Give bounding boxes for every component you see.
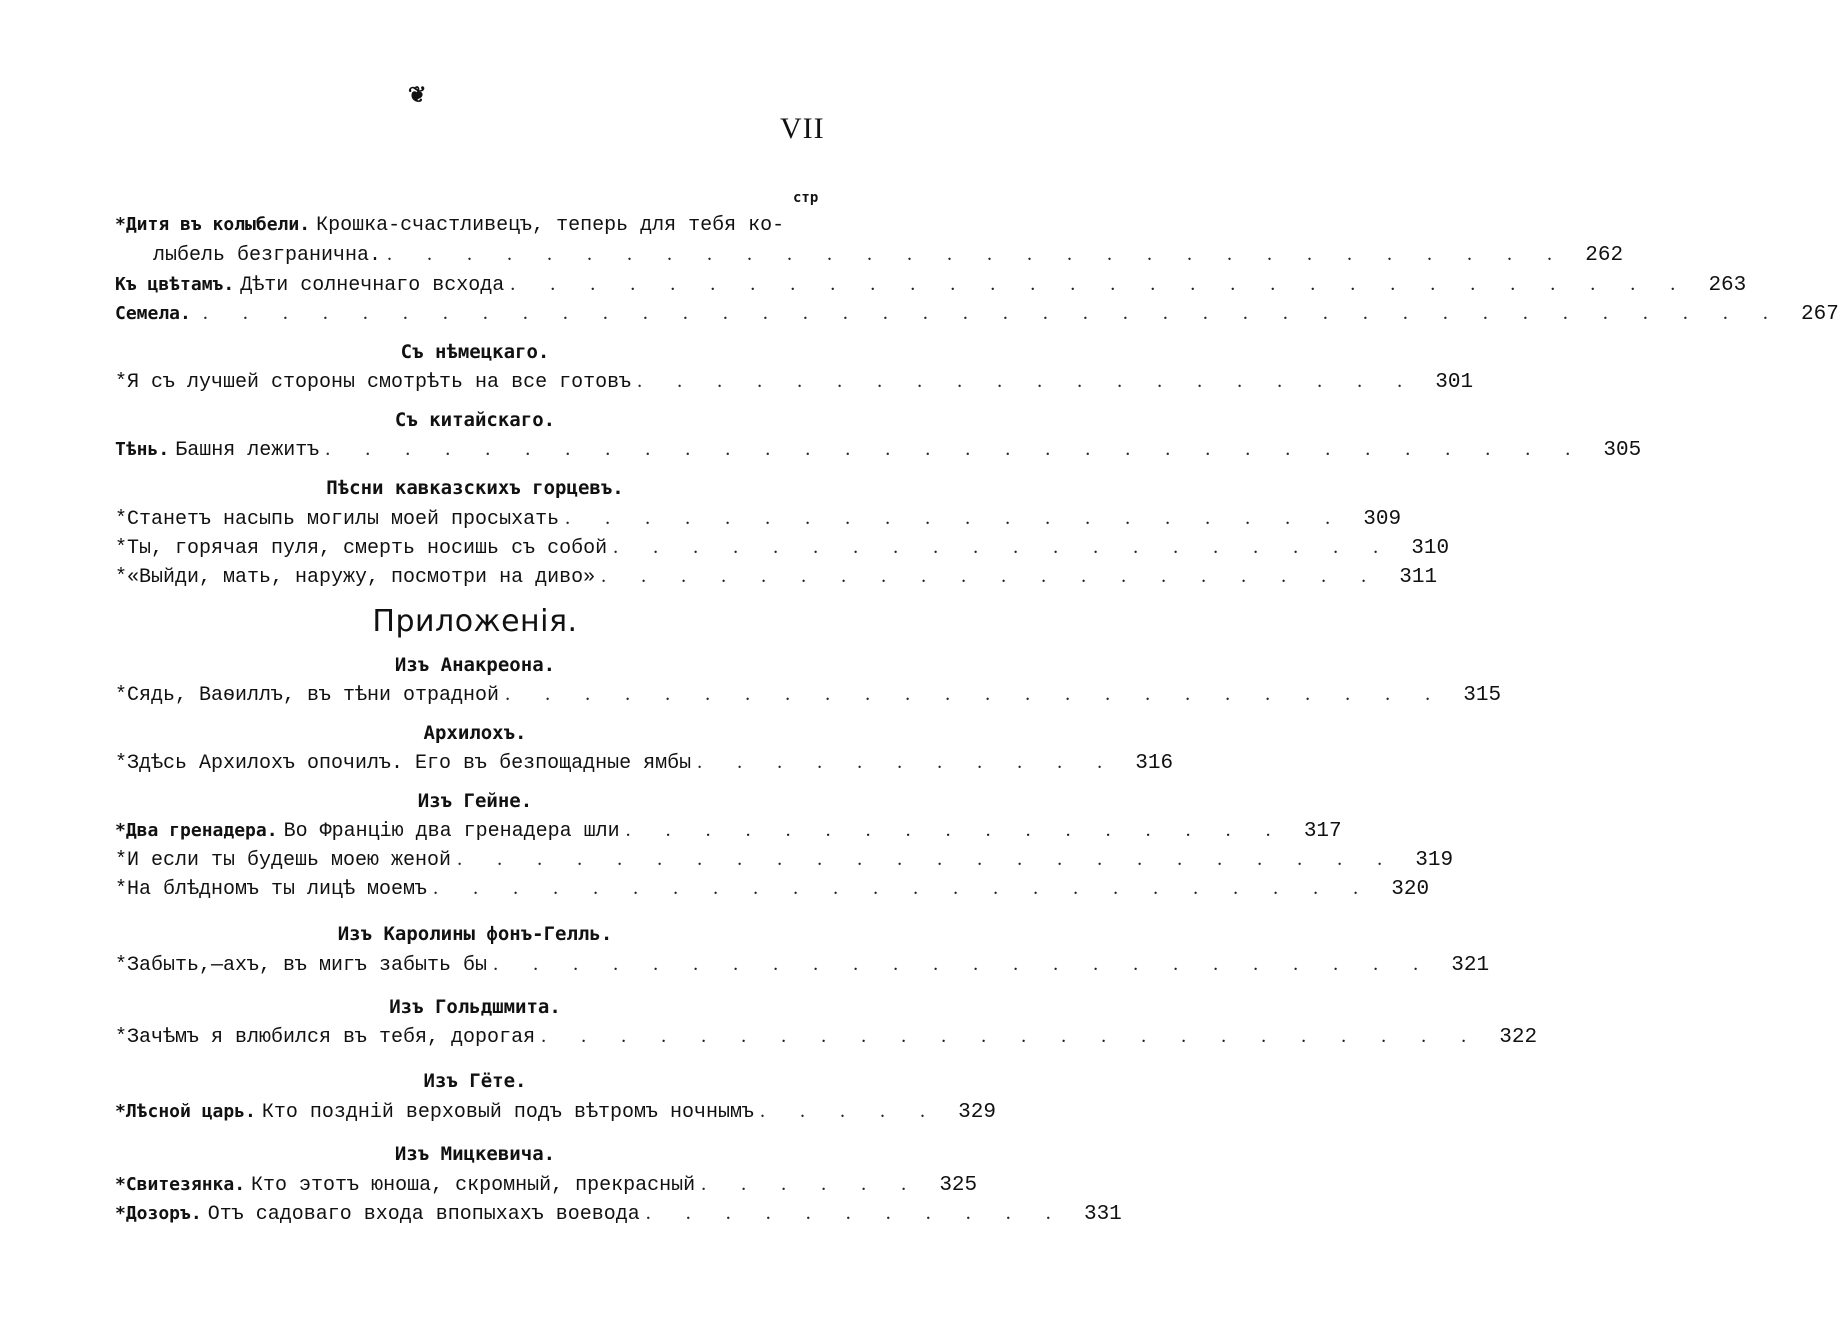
entry-text: Башня лежитъ bbox=[175, 439, 320, 462]
entry-page-number: 267 bbox=[1801, 303, 1839, 326]
entry-page-number: 329 bbox=[958, 1101, 996, 1124]
entry-page-number: 317 bbox=[1303, 820, 1342, 843]
entry-text: *Ты, горячая пуля, смерть носишь съ собой bbox=[115, 537, 608, 560]
toc-entry bbox=[115, 816, 1342, 844]
entry-bold-title: *Дозоръ. bbox=[115, 1203, 202, 1224]
toc-entry bbox=[115, 533, 1450, 561]
toc-entry bbox=[115, 845, 1454, 873]
toc-entry bbox=[115, 367, 1474, 395]
entry-text: Во Францію два гренадера шли bbox=[283, 820, 620, 843]
entry-text: *И если ты будешь моею женой bbox=[115, 849, 452, 872]
leader-dots: . . . . . bbox=[759, 1100, 940, 1122]
entry-page-number: 315 bbox=[1463, 684, 1502, 707]
entry-page-number: 262 bbox=[1585, 244, 1624, 267]
entry-text: *Сядь, Ваѳиллъ, въ тѣни отрадной bbox=[115, 684, 500, 707]
leader-dots: . . . . . . . . . . . . . . . . . . . . bbox=[613, 536, 1394, 558]
leader-dots: . . . . . . . . . . . . . . . . . . . . . . . . . . . . . . . . bbox=[325, 438, 1586, 460]
toc-entry bbox=[115, 680, 1502, 708]
toc-entry bbox=[153, 240, 1624, 268]
leader-dots: . . . . . . . . . . . bbox=[645, 1202, 1066, 1224]
entry-text: Кто этотъ юноша, скромный, прекрасный bbox=[251, 1174, 696, 1197]
section-heading: Изъ Гейне. bbox=[417, 790, 533, 812]
entry-text: *Станетъ насыпь могилы моей просыхать bbox=[115, 508, 560, 531]
ornament-icon: ❦ bbox=[408, 82, 427, 107]
entry-page-number: 309 bbox=[1363, 508, 1402, 531]
entry-text: Дѣти солнечнаго всхода bbox=[240, 274, 505, 297]
entry-page-number: 331 bbox=[1083, 1203, 1122, 1226]
leader-dots: . . . . . . . . . . . . . . . . . bbox=[625, 819, 1286, 841]
leader-dots: . . . . . . . . . . . . . . . . . . . . bbox=[565, 507, 1346, 529]
toc-entry bbox=[115, 1170, 978, 1198]
entry-bold-title: Семела. bbox=[115, 303, 191, 324]
leader-dots: . . . . . . . . . . . . . . . . . . . . . . . . bbox=[541, 1025, 1482, 1047]
leader-dots: . . . . . . . . . . . . . . . . . . . . bbox=[637, 370, 1418, 392]
section-heading: Съ китайскаго. bbox=[394, 409, 556, 431]
entry-page-number: 320 bbox=[1391, 878, 1430, 901]
toc-entry bbox=[115, 950, 1490, 978]
toc-entry bbox=[115, 270, 1747, 298]
leader-dots: . . . . . . . . . . . . . . . . . . . . . . . . . . . . . . bbox=[387, 243, 1568, 265]
entry-page-number: 301 bbox=[1435, 371, 1474, 394]
entry-page-number: 263 bbox=[1708, 274, 1747, 297]
entry-text: *Забыть,—ахъ, въ мигъ забыть бы bbox=[115, 954, 488, 977]
toc-entry bbox=[115, 211, 835, 239]
leader-dots: . . . . . . . . . . . . . . . . . . . . . . . . bbox=[433, 877, 1374, 899]
entry-bold-title: Къ цвѣтамъ. bbox=[115, 274, 235, 295]
leader-dots: . . . . . . . . . . . . . . . . . . . . . . . . bbox=[493, 953, 1434, 975]
entry-text: Кто позднiй верховый подъ вѣтромъ ночнымъ bbox=[261, 1101, 754, 1124]
entry-text: Крошка-счастливецъ, теперь для тебя ко- bbox=[316, 214, 785, 237]
toc-entry bbox=[115, 504, 1402, 532]
entry-bold-title: *Два гренадера. bbox=[115, 820, 278, 841]
section-heading: Изъ Анакреона. bbox=[394, 654, 556, 676]
toc-entry bbox=[115, 1199, 1122, 1227]
toc-entry bbox=[115, 1097, 996, 1125]
page-column-label: стр bbox=[793, 190, 819, 206]
leader-dots: . . . . . . bbox=[701, 1173, 922, 1195]
entry-page-number: 316 bbox=[1135, 752, 1174, 775]
entry-text: *Здѣсь Архилохъ опочилъ. Его въ безпощадные ямбы bbox=[115, 752, 692, 775]
entry-page-number: 321 bbox=[1451, 954, 1490, 977]
section-heading: Архилохъ. bbox=[423, 722, 527, 744]
toc-entry bbox=[115, 1022, 1538, 1050]
entry-bold-title: *Дитя въ колыбели. bbox=[115, 214, 311, 235]
section-heading: Изъ Гёте. bbox=[423, 1070, 527, 1092]
entry-text: *На блѣдномъ ты лицѣ моемъ bbox=[115, 878, 428, 901]
leader-dots: . . . . . . . . . . . . . . . . . . . . . . . . bbox=[505, 683, 1446, 705]
entry-page-number: 325 bbox=[939, 1174, 978, 1197]
section-heading: Изъ Каролины фонъ-Гелль. bbox=[337, 923, 613, 945]
leader-dots: . . . . . . . . . . . . . . . . . . . . . . . . bbox=[457, 848, 1398, 870]
leader-dots: . . . . . . . . . . . bbox=[697, 751, 1118, 773]
entry-page-number: 322 bbox=[1499, 1026, 1538, 1049]
entry-text: *Зачѣмъ я влюбился въ тебя, дорогая bbox=[115, 1026, 536, 1049]
leader-dots: . . . . . . . . . . . . . . . . . . . . . . . . . . . . . . . . . . . . . . . . bbox=[202, 302, 1783, 324]
section-heading: Изъ Гольдшмита. bbox=[389, 996, 561, 1018]
entry-text: Отъ садоваго входа впопыхахъ воевода bbox=[207, 1203, 640, 1226]
page-number-roman: VII bbox=[780, 112, 825, 145]
toc-entry bbox=[115, 748, 1174, 776]
section-heading: Пѣсни кавказскихъ горцевъ. bbox=[326, 477, 624, 499]
leader-dots: . . . . . . . . . . . . . . . . . . . . bbox=[601, 565, 1382, 587]
leader-dots: . . . . . . . . . . . . . . . . . . . . . . . . . . . . . . bbox=[510, 273, 1691, 295]
toc-entry bbox=[115, 874, 1430, 902]
toc-entry bbox=[115, 435, 1642, 463]
toc-entry bbox=[115, 299, 1839, 327]
section-heading: Изъ Мицкевича. bbox=[394, 1143, 556, 1165]
toc-entry bbox=[115, 562, 1438, 590]
entry-bold-title: Тѣнь. bbox=[115, 439, 170, 460]
entry-page-number: 305 bbox=[1603, 439, 1642, 462]
entry-page-number: 311 bbox=[1399, 566, 1438, 589]
entry-bold-title: *Лѣсной царь. bbox=[115, 1101, 256, 1122]
entry-bold-title: *Свитезянка. bbox=[115, 1174, 246, 1195]
entry-text: *«Выйди, мать, наружу, посмотри на диво» bbox=[115, 566, 596, 589]
section-heading: Съ нѣмецкаго. bbox=[400, 341, 550, 363]
entry-text: *Я съ лучшей стороны смотрѣть на все готовъ bbox=[115, 371, 632, 394]
appendix-heading: Приложенія. bbox=[372, 604, 578, 639]
entry-text: лыбель безгранична. bbox=[153, 244, 382, 267]
entry-page-number: 310 bbox=[1411, 537, 1450, 560]
entry-page-number: 319 bbox=[1415, 849, 1454, 872]
